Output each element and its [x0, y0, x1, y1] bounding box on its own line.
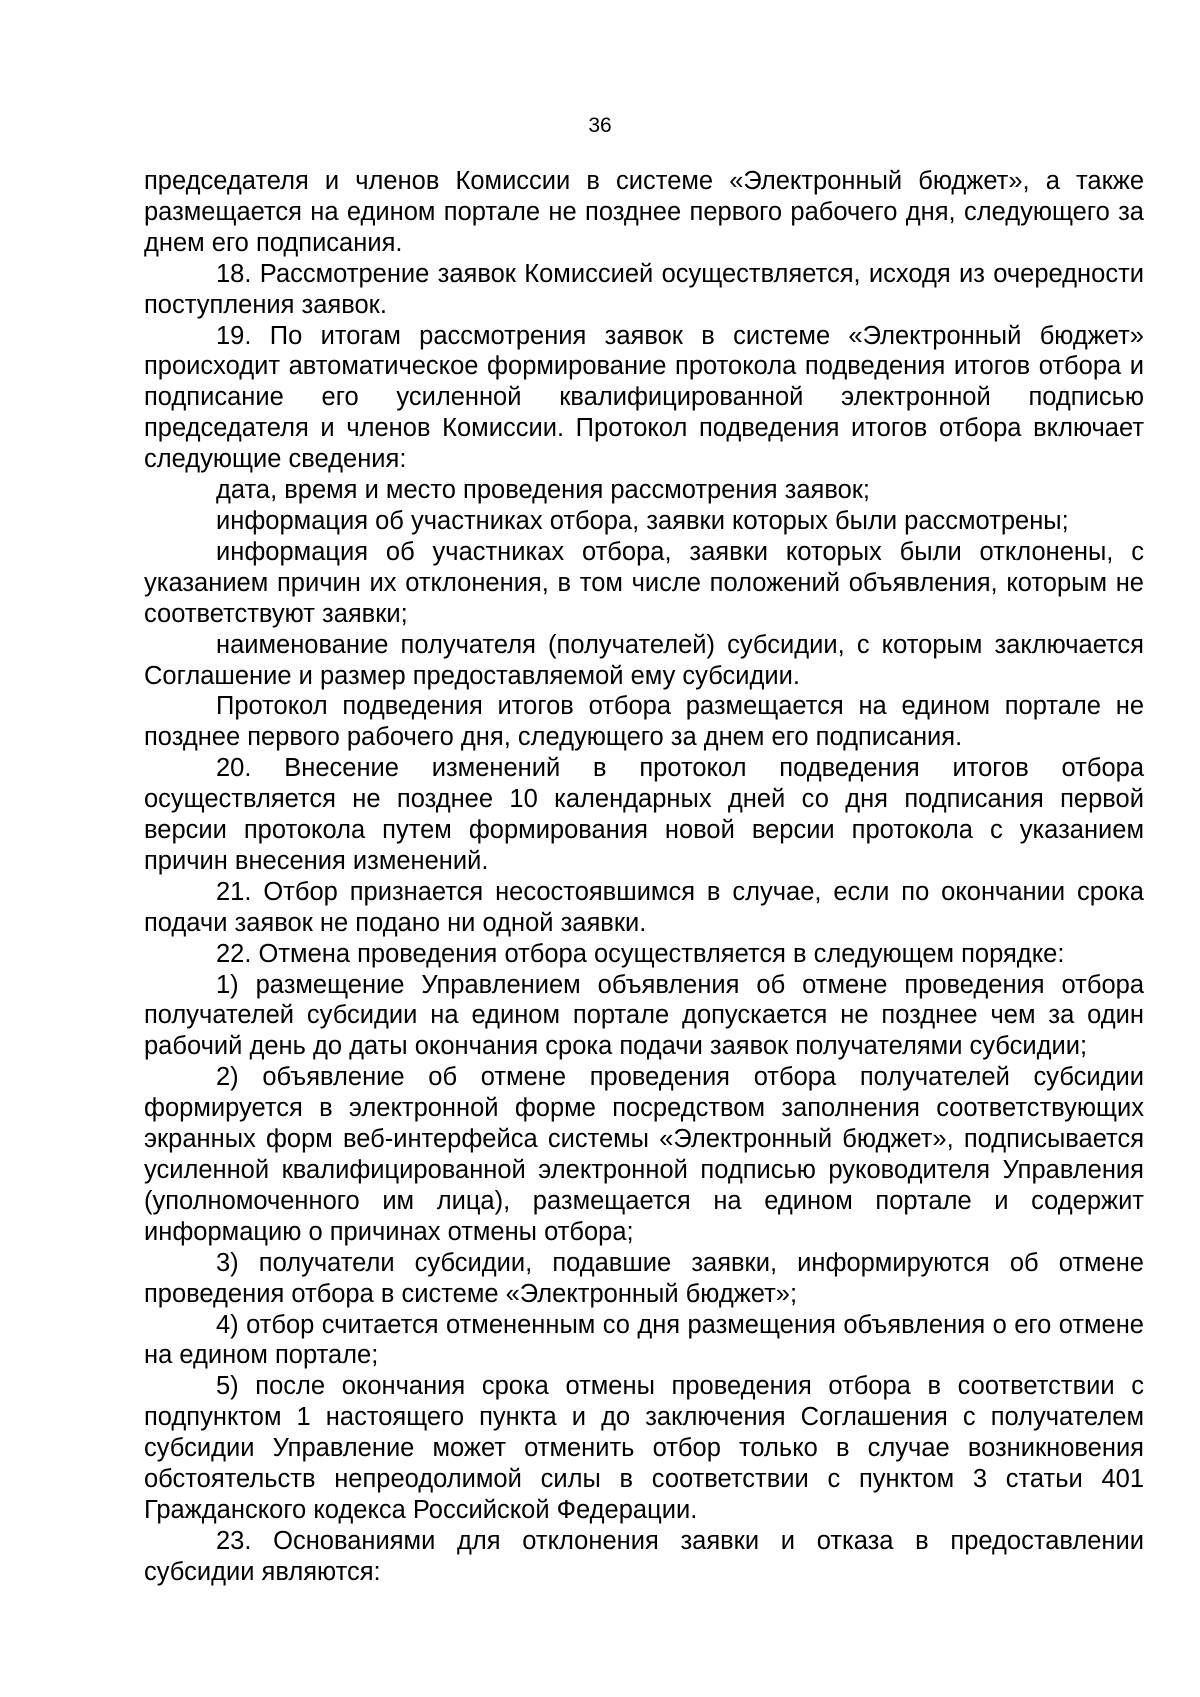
paragraph-19: 19. По итогам рассмотрения заявок в системе «Электронный бюджет» происходит автоматическое формирование протокола подведения итогов отбора и подписание его усиленной квалифицированной электронной подписью председателя и членов Комиссии. Протокол подведения итогов отбора включает следующие сведения:	[144, 321, 1144, 474]
paragraph-20: 20. Внесение изменений в протокол подведения итогов отбора осуществляется не позднее 10 календарных дней со дня подписания первой версии протокола путем формирования новой версии протокола с указанием причин внесения изменений.	[144, 754, 1144, 875]
paragraph-19-item-recipient: наименование получателя (получателей) субсидии, с которым заключается Соглашение и размер предоставляемой ему субсидии.	[144, 630, 1144, 690]
paragraph-22-item-1: 1) размещение Управлением объявления об отмене проведения отбора получателей субсидии на едином портале допускается не позднее чем за один рабочий день до даты окончания срока подачи заявок получателями субсидии;	[144, 970, 1144, 1061]
paragraph-1: председателя и членов Комиссии в системе «Электронный бюджет», а также размещается на едином портале не позднее первого рабочего дня, следующего за днем его подписания.	[144, 167, 1144, 257]
paragraph-19-item-reviewed: информация об участниках отбора, заявки которых были рассмотрены;	[216, 506, 1069, 535]
paragraph-18: 18. Рассмотрение заявок Комиссией осуществляется, исходя из очередности поступления заявок.	[144, 259, 1144, 319]
paragraph-22-item-5: 5) после окончания срока отмены проведения отбора в соответствии с подпунктом 1 настоящего пункта и до заключения Соглашения с получателем субсидии Управление может отменить отбор только в случае возникновения обстоятельств непреодолимой силы в соответствии с пунктом 3 статьи 401 Гражданского кодекса Российской Федерации.	[144, 1372, 1144, 1524]
page-number: 36	[588, 114, 612, 137]
paragraph-22-item-4: 4) отбор считается отмененным со дня размещения объявления о его отмене на едином портале;	[144, 1310, 1144, 1370]
paragraph-21: 21. Отбор признается несостоявшимся в случае, если по окончании срока подачи заявок не подано ни одной заявки.	[144, 877, 1144, 937]
paragraph-23: 23. Основаниями для отклонения заявки и отказа в предоставлении субсидии являются:	[144, 1526, 1144, 1586]
paragraph-22-item-2: 2) объявление об отмене проведения отбора получателей субсидии формируется в электронной форме посредством заполнения соответствующих экранных форм веб-интерфейса системы «Электронный бюджет», подписывается усиленной квалифицированной электронной подписью руководителя Управления (уполномоченного им лица), размещается на едином портале и содержит информацию о причинах отмены отбора;	[144, 1063, 1144, 1246]
paragraph-22: 22. Отмена проведения отбора осуществляется в следующем порядке:	[216, 939, 1065, 968]
paragraph-22-item-3: 3) получатели субсидии, подавшие заявки, информируются об отмене проведения отбора в системе «Электронный бюджет»;	[144, 1248, 1144, 1308]
paragraph-19-item-rejected: информация об участниках отбора, заявки которых были отклонены, с указанием причин их отклонения, в том числе положений объявления, которым не соответствуют заявки;	[144, 537, 1144, 628]
paragraph-19-protocol: Протокол подведения итогов отбора размещается на едином портале не позднее первого рабочего дня, следующего за днем его подписания.	[144, 692, 1144, 752]
document-body	[144, 166, 1144, 1588]
paragraph-19-item-date: дата, время и место проведения рассмотрения заявок;	[216, 476, 871, 505]
